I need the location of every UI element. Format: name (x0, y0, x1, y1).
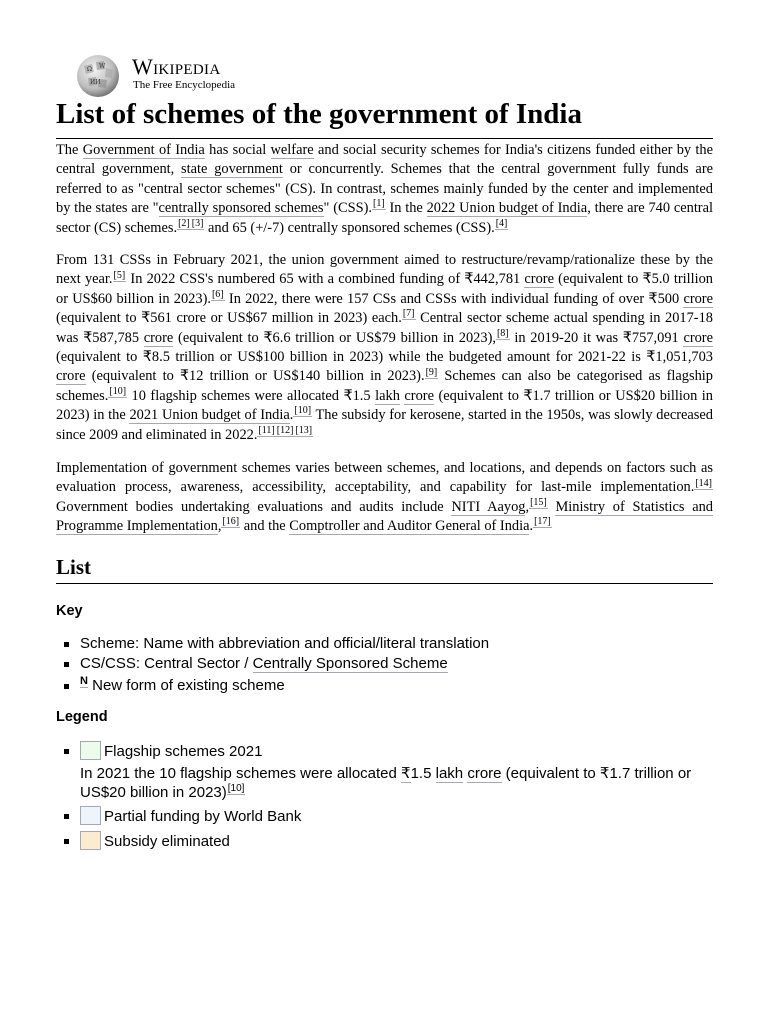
text: , (217, 518, 222, 535)
text: In the (385, 200, 427, 217)
legend-item-world-bank (56, 806, 713, 827)
link-crore[interactable]: crore (524, 271, 554, 288)
citation-17[interactable]: [17] (534, 516, 551, 528)
text: . (289, 407, 294, 424)
citation-9[interactable]: [9] (425, 366, 438, 378)
citation-4[interactable]: [4] (495, 217, 508, 229)
text: or concurrently. Schemes that the central government fully funds are referred to as "central sector schemes" (CS). In contrast, schemes mainly funded by the center and implemented by the states are " (56, 161, 713, 217)
citation-3[interactable]: [3] (191, 217, 204, 229)
legend-label: Subsidy eliminated (104, 833, 230, 850)
bullet-icon (64, 839, 69, 844)
citation-2[interactable]: [2] (178, 217, 190, 229)
legend-list (56, 741, 713, 852)
citation-11[interactable]: [11] (258, 424, 275, 436)
text: From 131 CSSs in February 2021, the union government aimed to restructure/revamp/rationalize these by the next year. (56, 252, 713, 288)
key-item-text: Scheme: Name with abbreviation and official/literal translation (80, 635, 490, 652)
bullet-icon (64, 642, 69, 647)
text: Government bodies undertaking evaluations and audits include (56, 498, 452, 515)
intro-paragraph (56, 141, 713, 238)
text: " (CSS). (323, 200, 372, 217)
citation-10[interactable]: [10] (294, 405, 312, 417)
text: Central sector scheme actual spending in 2017-18 was ₹587,785 (56, 310, 713, 346)
text: 10 flagship schemes were allocated ₹1.5 (127, 387, 376, 404)
link-crore[interactable]: crore (404, 387, 434, 404)
link-rupee[interactable]: ₹ (401, 764, 411, 782)
link-lakh[interactable]: lakh (375, 387, 400, 404)
text: and the (240, 518, 290, 535)
text: In 2022, there were 157 CSs and CSSs with individual funding of over ₹500 (224, 290, 684, 307)
svg-text:Ω: Ω (87, 66, 92, 73)
citation-5[interactable]: [5] (113, 269, 126, 281)
text: Implementation of government schemes varies between schemes, and locations, and depends on factors such as evaluation process, awareness, accessibility, acceptability, and capability for last-mile implementation. (56, 460, 713, 496)
key-list (56, 634, 713, 696)
citation-10[interactable]: [10] (227, 783, 245, 794)
bullet-icon (64, 662, 69, 667)
text: (equivalent to ₹6.6 trillion or US$79 billion in 2023), (173, 329, 496, 346)
legend-label: Partial funding by World Bank (104, 807, 302, 825)
citation-13[interactable]: [13] (295, 424, 313, 436)
link-lakh[interactable]: lakh (435, 764, 464, 782)
wikipedia-globe-icon (74, 52, 122, 98)
svg-text:ИИ: ИИ (90, 79, 101, 86)
legend-label: Flagship schemes 2021 (104, 743, 263, 760)
bullet-icon (64, 684, 69, 689)
link-crore[interactable]: crore (56, 368, 86, 385)
text: The (56, 142, 83, 158)
section-heading-list: List (56, 555, 713, 584)
text: . (529, 518, 534, 535)
legend-heading: Legend (56, 709, 108, 725)
link-2022-union-budget[interactable]: 2022 Union budget of India (426, 200, 588, 217)
link-centrally-sponsored-schemes[interactable]: centrally sponsored schemes (158, 200, 324, 217)
link-crore[interactable]: crore (683, 290, 713, 307)
link-niti-aayog[interactable]: NITI Aayog (451, 498, 526, 515)
text: (equivalent to ₹12 trillion or US$140 billion in 2023). (85, 368, 425, 385)
link-2021-union-budget[interactable]: 2021 Union budget of India (129, 407, 290, 424)
link-crore[interactable]: crore (683, 329, 713, 346)
citation-6[interactable]: [6] (211, 289, 224, 301)
text: , there are 740 central sector (CS) schemes. (56, 200, 713, 236)
link-government-of-india[interactable]: Government of India (82, 142, 205, 158)
link-centrally-sponsored-scheme[interactable]: Centrally Sponsored Scheme (252, 654, 448, 672)
citation-16[interactable]: [16] (222, 516, 240, 528)
link-state-government[interactable]: state government (181, 161, 283, 178)
text: in 2019-20 it was ₹757,091 (509, 329, 684, 346)
link-welfare[interactable]: welfare (270, 142, 314, 158)
text: (equivalent to ₹561 crore or US$67 million in 2023) each. (56, 310, 402, 327)
wikipedia-tagline: The Free Encyclopedia (133, 79, 236, 91)
text: and social security schemes for India's citizens funded either by the central government, (56, 142, 713, 178)
text: and 65 (+/-7) centrally sponsored schemes (CSS). (204, 219, 495, 236)
svg-text:W: W (99, 63, 106, 70)
key-item-text: CS/CSS: Central Sector / (80, 654, 253, 672)
world-bank-color-swatch (80, 806, 101, 825)
bullet-icon (64, 814, 69, 819)
text: Schemes can also be categorised as flagship schemes. (56, 368, 713, 404)
list-item (56, 676, 713, 696)
text: In 2021 the 10 flagship schemes were allocated (80, 764, 402, 782)
funding-paragraph (56, 251, 713, 445)
citation-7[interactable]: [7] (402, 308, 415, 320)
list-item (56, 654, 713, 674)
bullet-icon (64, 749, 69, 754)
flagship-color-swatch (80, 741, 101, 760)
link-crore[interactable]: crore (143, 329, 174, 346)
text: In 2022 CSS's numbered 65 with a combined funding of ₹442,781 (126, 271, 525, 288)
subsidy-color-swatch (80, 831, 101, 850)
link-crore[interactable]: crore (467, 764, 502, 782)
text: (equivalent to ₹1.7 trillion or US$20 billion in 2023) (80, 764, 692, 801)
text: 1.5 (410, 764, 436, 782)
text: (equivalent to ₹8.5 trillion or US$100 billion in 2023) while the budgeted amount for 2021-22 is ₹1,051,703 (56, 349, 713, 366)
text: , (525, 498, 530, 515)
citation-14[interactable]: [14] (695, 477, 712, 489)
citation-12[interactable]: [12] (276, 424, 294, 436)
text: (equivalent to ₹1.7 trillion or US$20 billion in 2023) in the (56, 387, 713, 424)
key-item-text: New form of existing scheme (87, 677, 285, 694)
text: The subsidy for kerosene, started in the 1950s, was slowly decreased since 2009 and eliminated in 2022. (56, 407, 713, 443)
legend-item-subsidy-eliminated (56, 831, 713, 852)
citation-1[interactable]: [1] (372, 198, 385, 210)
citation-8[interactable]: [8] (496, 327, 509, 339)
citation-10[interactable]: [10] (109, 386, 127, 398)
page-title: List of schemes of the government of India (56, 96, 713, 139)
citation-15[interactable]: [15] (530, 497, 547, 509)
implementation-paragraph (56, 459, 713, 537)
new-form-mark: N (80, 675, 88, 687)
text: has social (204, 142, 271, 158)
legend-item-flagship (56, 741, 713, 803)
key-heading: Key (56, 603, 83, 619)
link-cag[interactable]: Comptroller and Auditor General of India (289, 518, 530, 535)
flagship-description (80, 764, 713, 803)
wikipedia-logo[interactable] (72, 52, 272, 100)
list-item (56, 634, 713, 654)
text: (equivalent to ₹5.0 trillion or US$60 billion in 2023). (56, 271, 713, 307)
link-mospi[interactable]: Ministry of Statistics and Programme Implementation (56, 498, 713, 535)
wikipedia-wordmark: Wikipedia (132, 54, 221, 79)
